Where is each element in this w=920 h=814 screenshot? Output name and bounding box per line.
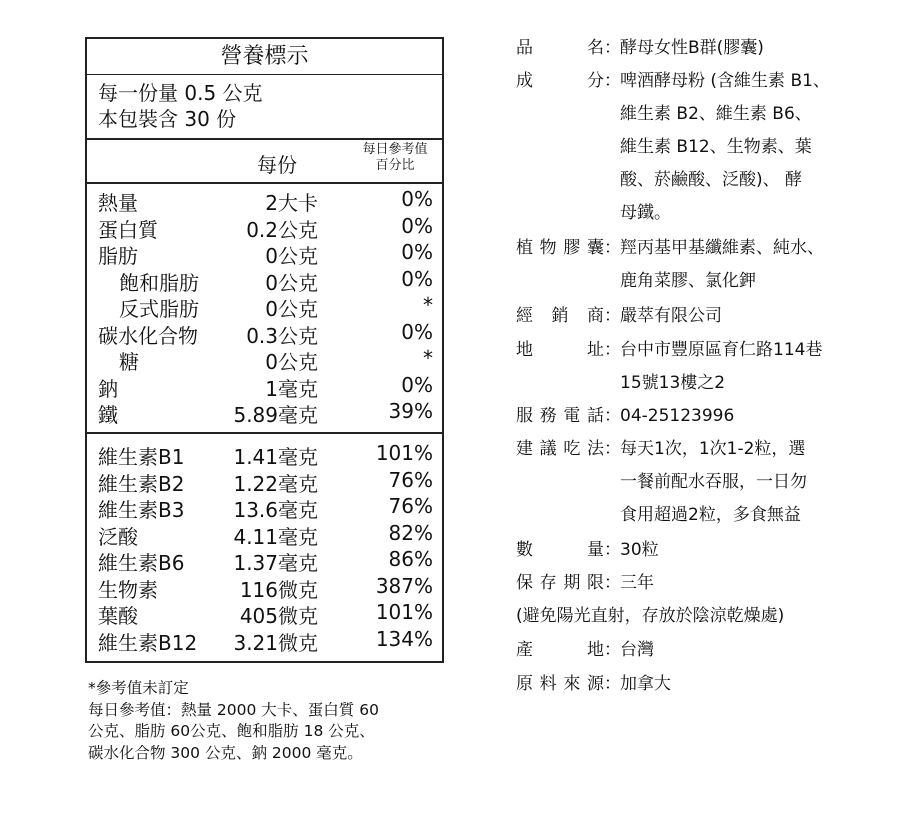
nutrient-amount: 0公克 — [265, 244, 318, 268]
vitamin-name: 葉酸 — [98, 604, 138, 628]
spec-value: 每天1次，1次1-2粒，選 — [620, 439, 806, 459]
spec-label: 品名 — [516, 38, 604, 58]
vitamin-dv: 82% — [388, 520, 433, 545]
vitamin-name: 維生素B2 — [98, 471, 185, 496]
nutrition-title: 營養標示 — [87, 39, 442, 75]
nutrient-dv: 0% — [401, 266, 433, 291]
nutrient-amount: 5.89毫克 — [233, 403, 318, 427]
spec-ingredients: 成分：啤酒酵母粉 (含維生素 B1、 — [516, 65, 830, 98]
spec-label: 服務電話 — [516, 406, 604, 426]
vitamin-row — [87, 494, 442, 521]
nutrient-name: 熱量 — [98, 191, 138, 215]
column-header-daily-value: 每日參考值 百分比 — [362, 142, 428, 173]
vitamin-name: 維生素B1 — [98, 445, 185, 469]
nutrient-dv: 0% — [401, 213, 433, 238]
nutrient-dv: 39% — [388, 399, 433, 423]
spec-storage-note: (避免陽光直射，存放於陰涼乾燥處) — [516, 606, 785, 626]
spec-capsule: 植物膠囊：羥丙基甲基纖維素、純水、 — [516, 232, 824, 265]
divider — [87, 138, 442, 140]
divider — [87, 432, 442, 434]
nutrient-amount: 0公克 — [265, 350, 318, 374]
nutrient-dv: 0% — [401, 187, 433, 211]
spec-label: 產地 — [516, 640, 604, 660]
spec-capsule-cont: 鹿角菜膠、氯化鉀 — [620, 271, 756, 291]
vitamin-row — [87, 600, 442, 627]
vitamin-dv: 86% — [388, 547, 433, 571]
spec-value: 04-25123996 — [620, 406, 735, 426]
nutrient-name: 反式脂肪 — [119, 297, 199, 321]
nutrient-row-trans-fat — [87, 293, 442, 320]
vitamin-dv: 387% — [375, 573, 433, 598]
spec-label: 原料來源 — [516, 674, 604, 694]
vitamin-dv: 101% — [375, 441, 433, 465]
vitamin-amount: 4.11毫克 — [233, 524, 318, 549]
spec-value: 嚴萃有限公司 — [620, 306, 722, 326]
vitamin-amount: 116微克 — [239, 577, 318, 602]
vitamin-dv: 134% — [375, 626, 433, 651]
vitamin-name: 維生素B12 — [98, 630, 198, 655]
nutrient-dv: 0% — [401, 372, 433, 397]
vitamin-amount: 1.22毫克 — [233, 471, 318, 496]
spec-value: 台灣 — [620, 640, 654, 660]
vitamin-name: 維生素B3 — [98, 498, 185, 522]
nutrient-name: 糖 — [119, 350, 139, 374]
spec-value: 30粒 — [620, 540, 659, 560]
spec-label: 地址 — [516, 340, 604, 360]
spec-ingredients-cont: 維生素 B12、生物素、葉 — [620, 137, 812, 157]
nutrient-amount: 0.3公克 — [246, 323, 318, 348]
nutrient-row-protein — [87, 214, 442, 241]
spec-usage: 建議吃法：每天1次，1次1-2粒，選 — [516, 433, 805, 466]
divider — [87, 182, 442, 184]
spec-origin: 產地：台灣 — [516, 634, 654, 667]
nutrient-row-sugar — [87, 346, 442, 373]
nutrient-row-fat — [87, 240, 442, 267]
vitamin-amount: 13.6毫克 — [233, 498, 318, 522]
vitamin-name: 生物素 — [98, 577, 158, 602]
vitamin-row — [87, 627, 442, 654]
nutrient-name: 鈉 — [98, 376, 118, 401]
daily-reference-line: 公克、脂肪 60公克、飽和脂肪 18 公克、 — [88, 722, 375, 740]
nutrient-amount: 0.2公克 — [246, 217, 318, 242]
spec-label: 成分 — [516, 71, 604, 91]
spec-shelf-life: 保存期限：三年 — [516, 567, 654, 600]
spec-value: 台中市豐原區育仁路114巷 — [620, 340, 823, 360]
servings-per-package: 本包裝含 30 份 — [98, 107, 237, 131]
spec-dealer: 經銷商：嚴萃有限公司 — [516, 300, 722, 333]
spec-address-cont: 15號13樓之2 — [620, 373, 726, 393]
vitamin-name: 維生素B6 — [98, 551, 185, 575]
spec-label: 數量 — [516, 540, 604, 560]
spec-label: 建議吃法 — [516, 439, 604, 459]
daily-reference-line: 每日參考值：熱量 2000 大卡、蛋白質 60 — [88, 700, 379, 719]
spec-ingredients-cont: 酸、菸鹼酸、泛酸)、 酵 — [620, 170, 803, 190]
nutrient-name: 脂肪 — [98, 244, 138, 268]
spec-quantity: 數量：30粒 — [516, 534, 659, 567]
spec-label: 經銷商 — [516, 306, 604, 326]
vitamin-row — [87, 468, 442, 495]
spec-ingredients-cont: 維生素 B2、維生素 B6、 — [620, 104, 812, 124]
spec-value: 啤酒酵母粉 (含維生素 B1、 — [620, 71, 830, 91]
serving-size: 每一份量 0.5 公克 — [98, 81, 263, 105]
spec-value: 羥丙基甲基纖維素、純水、 — [620, 238, 824, 258]
spec-value: 酵母女性B群(膠囊) — [620, 38, 764, 58]
footnote-asterisk: *參考值未訂定 — [88, 679, 189, 697]
spec-ingredients-cont: 母鐵。 — [620, 203, 671, 223]
spec-phone: 服務電話：04-25123996 — [516, 400, 734, 433]
daily-reference-line: 碳水化合物 300 公克、鈉 2000 毫克。 — [88, 743, 363, 762]
vitamin-dv: 101% — [375, 600, 433, 624]
vitamin-amount: 1.37毫克 — [233, 551, 318, 575]
spec-value: 加拿大 — [620, 674, 671, 694]
nutrient-row-sodium — [87, 373, 442, 400]
nutrient-name: 蛋白質 — [98, 217, 158, 242]
vitamin-row — [87, 547, 442, 574]
vitamin-dv: 76% — [388, 494, 433, 518]
vitamin-amount: 405微克 — [239, 604, 318, 628]
spec-value: 三年 — [620, 573, 654, 593]
nutrient-amount: 0公克 — [265, 270, 318, 295]
vitamin-row — [87, 521, 442, 548]
nutrition-panel — [85, 37, 444, 663]
nutrition-footnote — [88, 678, 448, 764]
nutrient-row-iron — [87, 399, 442, 426]
spec-label: 保存期限 — [516, 573, 604, 593]
nutrient-dv: * — [423, 293, 433, 317]
nutrient-name: 碳水化合物 — [98, 323, 198, 348]
nutrient-name: 鐵 — [98, 403, 118, 427]
vitamin-name: 泛酸 — [98, 524, 138, 549]
spec-address: 地址：台中市豐原區育仁路114巷 — [516, 334, 822, 367]
nutrient-row-energy — [87, 187, 442, 214]
nutrient-row-saturated-fat — [87, 267, 442, 294]
nutrient-dv: 0% — [401, 240, 433, 264]
nutrient-amount: 2大卡 — [265, 191, 318, 215]
nutrient-row-carbohydrate — [87, 320, 442, 347]
vitamin-row — [87, 441, 442, 468]
spec-product-name: 品名：酵母女性B群(膠囊) — [516, 32, 764, 65]
spec-label: 植物膠囊 — [516, 238, 604, 258]
vitamin-amount: 1.41毫克 — [233, 445, 318, 469]
vitamin-dv: 76% — [388, 467, 433, 492]
spec-usage-cont: 食用超過2粒，多食無益 — [620, 505, 801, 525]
vitamin-amount: 3.21微克 — [233, 630, 318, 655]
nutrient-amount: 0公克 — [265, 297, 318, 321]
nutrient-name: 飽和脂肪 — [119, 270, 199, 295]
spec-raw-material-source: 原料來源：加拿大 — [516, 668, 671, 701]
column-header-per-serving: 每份 — [257, 153, 297, 177]
spec-usage-cont: 一餐前配水吞服，一日勿 — [620, 472, 807, 492]
vitamin-row — [87, 574, 442, 601]
nutrient-dv: * — [423, 346, 433, 370]
nutrient-amount: 1毫克 — [265, 376, 318, 401]
nutrient-dv: 0% — [401, 319, 433, 344]
